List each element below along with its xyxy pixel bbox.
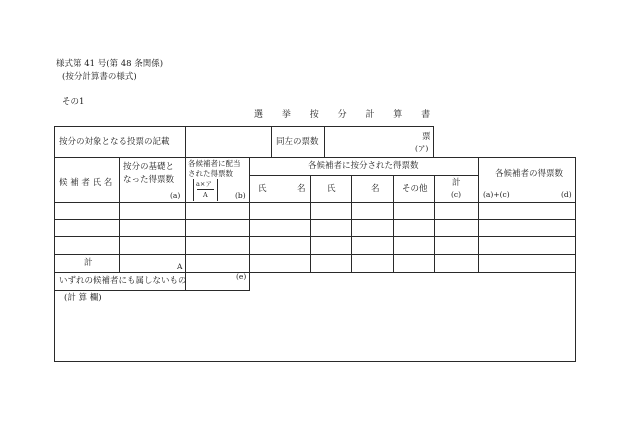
table-rule [575,157,576,361]
table-rule [434,175,435,272]
form-number: 様式第 41 号(第 48 条関係) [56,59,164,69]
formula-denominator: A [203,191,208,199]
table-rule [54,157,576,158]
table-rule [249,175,478,176]
allocated-mark: (b) [235,191,246,200]
allocated-group-header: 各候補者に按分された得票数 [308,161,419,171]
sub-total: 計 [452,178,461,188]
table-rule [185,126,186,157]
same-votes-label: 同左の票数 [276,137,319,147]
sub-name2-given: 名 [371,184,380,194]
table-rule [54,126,434,127]
table-rule [433,126,434,157]
table-rule [185,157,186,290]
form-name: (按分計算書の様式) [62,72,137,82]
none-row-mark: (e) [236,272,247,281]
total-letter: A [177,262,183,271]
document-title: 選 挙 按 分 計 算 書 [254,110,439,120]
sub-name1-surname: 氏 [258,184,267,194]
votes-unit: 票 [422,132,431,142]
final-votes-mark: (d) [561,190,572,199]
table-rule [271,126,272,157]
table-rule [54,290,250,291]
table-rule [54,272,576,273]
allocated-header-line1: 各候補者に配当 [188,159,241,168]
table-rule [54,219,576,220]
final-votes-header: 各候補者の得票数 [495,169,564,179]
formula-fraction-bar [197,189,214,190]
sub-other: その他 [402,184,428,194]
table-rule [54,254,576,255]
part-label: その1 [62,97,85,107]
table-rule [54,202,576,203]
table-rule [324,126,325,157]
target-votes-label: 按分の対象となる投票の記載 [59,137,170,147]
votes-unit-mark: (ア) [415,144,429,153]
base-votes-header-line2: なった得票数 [123,175,175,185]
final-votes-formula: (a)+(c) [483,190,510,199]
sub-total-mark: (c) [451,190,462,199]
table-rule [310,175,311,272]
table-rule [393,175,394,272]
sub-name2-surname: 氏 [327,184,336,194]
sub-name1-given: 名 [297,184,306,194]
base-votes-mark: (a) [170,191,181,200]
formula-numerator: a×ア [196,180,212,188]
table-rule [351,175,352,272]
total-row-label: 計 [84,258,93,268]
candidate-name-header: 候 補 者 氏 名 [59,178,113,188]
allocated-header-line2: された得票数 [188,169,233,178]
table-rule [249,157,250,290]
table-rule [54,361,576,362]
base-votes-header-line1: 按分の基礎と [123,162,175,172]
none-row-label: いずれの候補者にも属しないもの [59,276,187,286]
table-rule [54,126,55,361]
calc-area-label: (計 算 欄) [64,293,102,303]
table-rule [54,236,576,237]
